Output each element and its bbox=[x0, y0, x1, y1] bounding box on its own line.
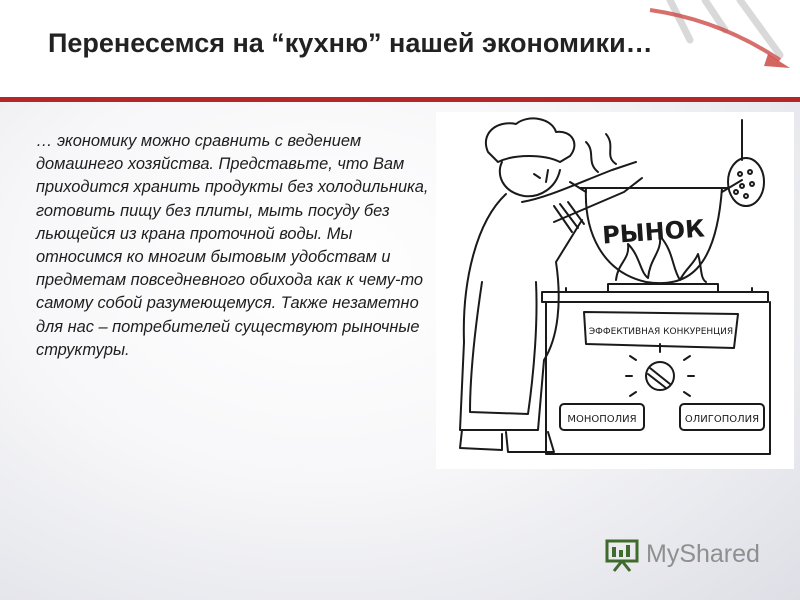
slide-body-text: … экономику можно сравнить с ведением домашнего хозяйства. Представьте, что Вам приходится хранить продукты без холодильника, готовить пищу без плиты, мыть посуду без льющейся из крана проточной воды. Мы относимся ко многим бытовым удобствам и предметам повседневного обихода как к чему-то самому собой разумеющемуся. Также незаметно для нас – потребителей существуют рыночные структуры. bbox=[36, 132, 429, 359]
oligopoly-label: ОЛИГОПОЛИЯ bbox=[684, 414, 760, 425]
illustration-drawing bbox=[436, 112, 794, 469]
chef-head bbox=[500, 162, 560, 196]
brand-name: MyShared bbox=[646, 540, 760, 568]
chef-hat bbox=[486, 118, 575, 162]
slide-title: Перенесемся на “кухню” нашей экономики… bbox=[48, 28, 653, 58]
title-divider bbox=[0, 97, 800, 102]
pot-label: РЫНОК bbox=[601, 214, 706, 250]
monopoly-label: МОНОПОЛИЯ bbox=[567, 414, 637, 425]
plaque-label: ЭФФЕКТИВНАЯ КОНКУРЕНЦИЯ bbox=[588, 327, 734, 337]
stove bbox=[542, 292, 768, 302]
cook-stove-illustration bbox=[436, 112, 794, 469]
slide-header bbox=[0, 0, 800, 100]
chef-apron bbox=[470, 282, 537, 414]
myshared-watermark bbox=[604, 536, 774, 576]
presentation-board-icon bbox=[604, 538, 640, 572]
